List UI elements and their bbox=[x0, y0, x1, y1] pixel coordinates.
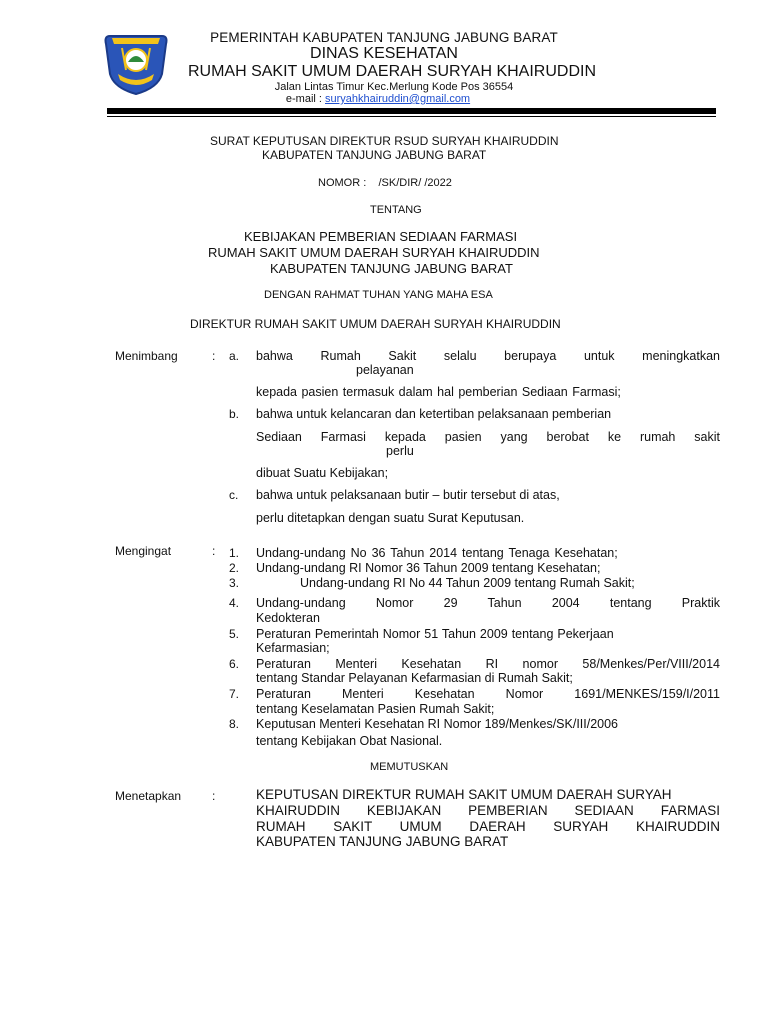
menimbang-c-marker: c. bbox=[229, 488, 239, 502]
mengingat-item-text-cont: tentang Kebijakan Obat Nasional. bbox=[256, 734, 443, 748]
mengingat-item-text: Keputusan Menteri Kesehatan RI Nomor 189/Menkes/SK/III/2006 bbox=[256, 717, 619, 731]
mengingat-item-number: 1. bbox=[229, 546, 240, 560]
subject-line3: KABUPATEN TANJUNG JABUNG BARAT bbox=[270, 261, 513, 276]
mengingat-item-text: Undang-undang No 36 Tahun 2014 tentang Tenaga Kesehatan; bbox=[256, 546, 618, 560]
mengingat-item-text-cont: Kefarmasian; bbox=[256, 641, 330, 655]
mengingat-item-text-cont: Kedokteran bbox=[256, 611, 320, 625]
mengingat-item-text-cont: tentang Keselamatan Pasien Rumah Sakit; bbox=[256, 702, 495, 716]
tentang-heading: TENTANG bbox=[370, 204, 422, 216]
menetapkan-label: Menetapkan bbox=[115, 789, 182, 803]
mengingat-item-text: Peraturan Menteri Kesehatan Nomor 1691/MENKES/159/I/2011 bbox=[256, 687, 720, 701]
header-email-line bbox=[0, 93, 762, 105]
menetapkan-line2: KHAIRUDDIN KEBIJAKAN PEMBERIAN SEDIAAN FARMASI bbox=[256, 803, 720, 818]
menimbang-a-line1: bahwa Rumah Sakit selalu berupaya untuk meningkatkan bbox=[256, 349, 720, 363]
menimbang-b-line2b: perlu bbox=[386, 444, 414, 458]
menetapkan-line3: RUMAH SAKIT UMUM DAERAH SURYAH KHAIRUDDIN bbox=[256, 819, 720, 834]
mengingat-item-text: Undang-undang RI No 44 Tahun 2009 tentang Rumah Sakit; bbox=[300, 576, 635, 590]
mengingat-item-text: Undang-undang RI Nomor 36 Tahun 2009 tentang Kesehatan; bbox=[256, 561, 601, 575]
menetapkan-line1: KEPUTUSAN DIREKTUR RUMAH SAKIT UMUM DAERAH SURYAH bbox=[256, 787, 672, 802]
decree-number: NOMOR : /SK/DIR/ /2022 bbox=[318, 177, 452, 189]
email-link[interactable]: suryahkhairuddin@gmail.com bbox=[325, 93, 471, 105]
menimbang-a-line2: kepada pasien termasuk dalam hal pemberian Sediaan Farmasi; bbox=[256, 385, 621, 399]
mengingat-item-text: Peraturan Menteri Kesehatan RI nomor 58/Menkes/Per/VIII/2014 bbox=[256, 657, 720, 671]
direktur-line: DIREKTUR RUMAH SAKIT UMUM DAERAH SURYAH KHAIRUDDIN bbox=[190, 317, 561, 331]
menetapkan-colon: : bbox=[212, 789, 216, 803]
menimbang-label: Menimbang bbox=[115, 349, 178, 363]
mengingat-colon: : bbox=[212, 544, 216, 558]
menimbang-b-marker: b. bbox=[229, 407, 240, 421]
menimbang-a-marker: a. bbox=[229, 349, 240, 363]
mengingat-item-text-cont: tentang Standar Pelayanan Kefarmasian di Rumah Sakit; bbox=[256, 671, 573, 685]
header-government: PEMERINTAH KABUPATEN TANJUNG JABUNG BARAT bbox=[210, 30, 558, 45]
subject-line1: KEBIJAKAN PEMBERIAN SEDIAAN FARMASI bbox=[244, 229, 518, 244]
mengingat-item-text: Peraturan Pemerintah Nomor 51 Tahun 2009 tentang Pekerjaan bbox=[256, 627, 614, 641]
menimbang-b-line1: bahwa untuk kelancaran dan ketertiban pelaksanaan pemberian bbox=[256, 407, 612, 421]
letterhead-rule bbox=[107, 108, 716, 114]
mengingat-item-number: 8. bbox=[229, 717, 240, 731]
mengingat-item-number: 5. bbox=[229, 627, 240, 641]
subject-line2: RUMAH SAKIT UMUM DAERAH SURYAH KHAIRUDDIN bbox=[208, 245, 540, 260]
menetapkan-line4: KABUPATEN TANJUNG JABUNG BARAT bbox=[256, 834, 509, 849]
header-agency: DINAS KESEHATAN bbox=[310, 45, 458, 62]
mengingat-item-number: 2. bbox=[229, 561, 240, 575]
mengingat-item-number: 4. bbox=[229, 596, 240, 610]
mengingat-label: Mengingat bbox=[115, 544, 172, 558]
email-label: e-mail : bbox=[285, 93, 326, 105]
mengingat-item-text: Undang-undang Nomor 29 Tahun 2004 tentang Praktik bbox=[256, 596, 720, 610]
header-address: Jalan Lintas Timur Kec.Merlung Kode Pos 36554 bbox=[274, 81, 514, 93]
menimbang-colon: : bbox=[212, 349, 216, 363]
menimbang-b-line3: dibuat Suatu Kebijakan; bbox=[256, 466, 389, 480]
decree-title-line2: KABUPATEN TANJUNG JABUNG BARAT bbox=[262, 148, 487, 162]
mengingat-item-number: 6. bbox=[229, 657, 240, 671]
menimbang-c-line1: bahwa untuk pelaksanaan butir – butir tersebut di atas, bbox=[256, 488, 560, 502]
rahmat-line: DENGAN RAHMAT TUHAN YANG MAHA ESA bbox=[264, 289, 493, 301]
mengingat-item-number: 7. bbox=[229, 687, 240, 701]
header-hospital: RUMAH SAKIT UMUM DAERAH SURYAH KHAIRUDDIN bbox=[187, 63, 597, 80]
menimbang-a-line1b: pelayanan bbox=[356, 363, 414, 377]
menimbang-c-line2: perlu ditetapkan dengan suatu Surat Keputusan. bbox=[256, 511, 525, 525]
menimbang-b-line2: Sediaan Farmasi kepada pasien yang berobat ke rumah sakit bbox=[256, 430, 720, 444]
memutuskan-heading: MEMUTUSKAN bbox=[370, 761, 449, 773]
mengingat-item-number: 3. bbox=[229, 576, 240, 590]
decree-title-line1: SURAT KEPUTUSAN DIREKTUR RSUD SURYAH KHAIRUDDIN bbox=[210, 134, 559, 148]
letterhead-rule-thin bbox=[107, 116, 716, 117]
